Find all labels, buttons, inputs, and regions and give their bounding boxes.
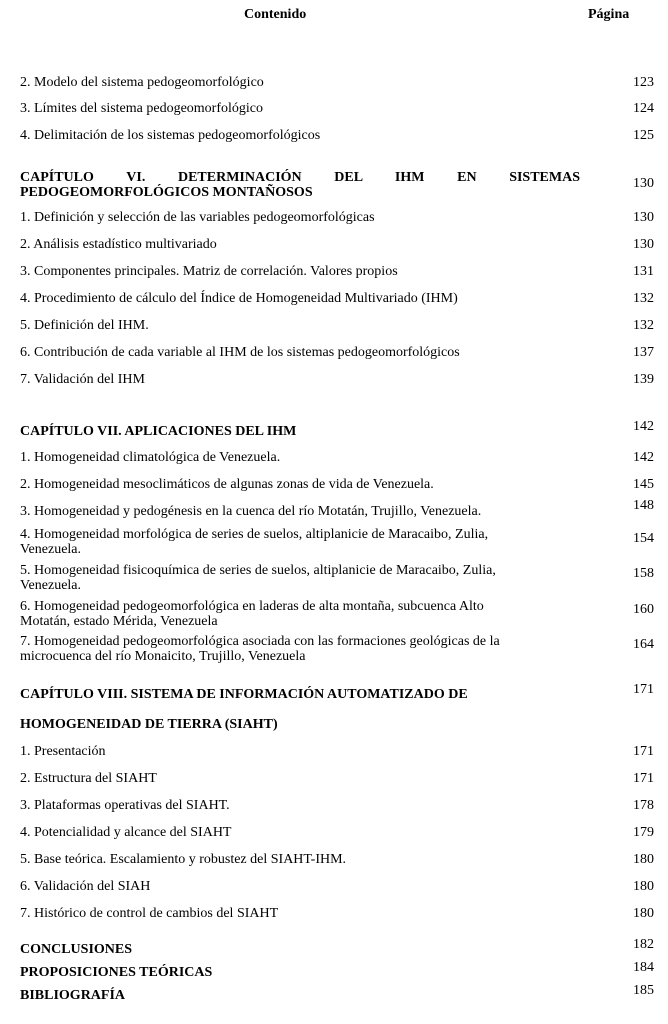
- toc-entry[interactable]: [20, 634, 660, 664]
- toc-entry-title: PROPOSICIONES TEÓRICAS: [20, 965, 213, 980]
- chapter-title: CAPÍTULO VIII. SISTEMA DE INFORMACIÓN AUTOMATIZADO DE: [20, 687, 468, 702]
- toc-entry-title-line1: 5. Homogeneidad fisicoquímica de series de suelos, altiplanicie de Maracaibo, Zulia,: [20, 563, 496, 578]
- toc-entry-page: 145: [633, 477, 654, 492]
- toc-entry-title: 6. Contribución de cada variable al IHM de los sistemas pedogeomorfológicos: [20, 345, 460, 360]
- toc-entry-page: 182: [633, 937, 654, 952]
- toc-entry-page: 137: [633, 345, 654, 360]
- chapter-title: CAPÍTULO VII. APLICACIONES DEL IHM: [20, 424, 297, 439]
- toc-entry-title: 4. Procedimiento de cálculo del Índice de Homogeneidad Multivariado (IHM): [20, 291, 458, 306]
- chapter-title-line1: CAPÍTULO VI. DETERMINACIÓN DEL IHM EN SISTEMAS: [20, 170, 580, 185]
- toc-entry-title: 1. Presentación: [20, 744, 106, 759]
- toc-entry[interactable]: [20, 527, 660, 557]
- toc-entry-page: 171: [633, 744, 654, 759]
- toc-entry-page: 160: [633, 602, 654, 617]
- toc-entry-page: 179: [633, 825, 654, 840]
- toc-entry-page: 130: [633, 176, 654, 191]
- toc-entry-title: 7. Validación del IHM: [20, 372, 145, 387]
- toc-entry-title: CONCLUSIONES: [20, 942, 133, 957]
- toc-entry[interactable]: [20, 563, 660, 593]
- toc-entry-page: 171: [633, 682, 654, 697]
- toc-entry-title: 3. Homogeneidad y pedogénesis en la cuenca del río Motatán, Trujillo, Venezuela.: [20, 504, 482, 519]
- toc-entry-title: 1. Definición y selección de las variables pedogeomorfológicas: [20, 210, 375, 225]
- toc-entry-page: 139: [633, 372, 654, 387]
- contents-heading: Contenido: [244, 7, 307, 22]
- toc-entry-title-line1: 6. Homogeneidad pedogeomorfológica en laderas de alta montaña, subcuenca Alto: [20, 599, 484, 614]
- chapter-title: HOMOGENEIDAD DE TIERRA (SIAHT): [20, 717, 278, 732]
- toc-entry-page: 132: [633, 291, 654, 306]
- toc-entry-title-line1: 4. Homogeneidad morfológica de series de suelos, altiplanicie de Maracaibo, Zulia,: [20, 527, 489, 542]
- toc-entry-title-line1: 7. Homogeneidad pedogeomorfológica asociada con las formaciones geológicas de la: [20, 634, 500, 649]
- toc-entry-page: 158: [633, 566, 654, 581]
- toc-entry-page: 132: [633, 318, 654, 333]
- toc-entry-page: 164: [633, 637, 654, 652]
- toc-entry-page: 130: [633, 210, 654, 225]
- toc-entry-title: 6. Validación del SIAH: [20, 879, 151, 894]
- toc-entry-title: BIBLIOGRAFÍA: [20, 988, 126, 1003]
- toc-entry-title: 4. Potencialidad y alcance del SIAHT: [20, 825, 232, 840]
- toc-entry-title: 3. Componentes principales. Matriz de correlación. Valores propios: [20, 264, 398, 279]
- page-column-heading: Página: [588, 7, 630, 22]
- toc-entry-page: 142: [633, 419, 654, 434]
- toc-entry-page: 125: [633, 128, 654, 143]
- toc-entry-title: 3. Límites del sistema pedogeomorfológico: [20, 101, 264, 116]
- toc-entry-page: 180: [633, 906, 654, 921]
- toc-entry-title-line2: Venezuela.: [20, 542, 82, 557]
- toc-entry-page: 185: [633, 983, 654, 998]
- toc-entry-page: 131: [633, 264, 654, 279]
- toc-entry-page: 171: [633, 771, 654, 786]
- toc-entry-title: 2. Análisis estadístico multivariado: [20, 237, 217, 252]
- chapter-title-line2: PEDOGEOMORFOLÓGICOS MONTAÑOSOS: [20, 185, 313, 200]
- toc-entry-title-line2: Motatán, estado Mérida, Venezuela: [20, 614, 218, 629]
- toc-entry-title: 4. Delimitación de los sistemas pedogeomorfológicos: [20, 128, 321, 143]
- toc-entry-title: 2. Homogeneidad mesoclimáticos de algunas zonas de vida de Venezuela.: [20, 477, 434, 492]
- toc-entry-page: 180: [633, 852, 654, 867]
- chapter-heading[interactable]: [20, 170, 660, 202]
- toc-entry-title: 2. Modelo del sistema pedogeomorfológico: [20, 75, 264, 90]
- toc-entry-page: 142: [633, 450, 654, 465]
- toc-entry-title: 5. Definición del IHM.: [20, 318, 149, 333]
- toc-entry-title: 5. Base teórica. Escalamiento y robustez del SIAHT-IHM.: [20, 852, 347, 867]
- toc-entry-page: 124: [633, 101, 654, 116]
- toc-entry-title: 3. Plataformas operativas del SIAHT.: [20, 798, 230, 813]
- toc-entry-title: 7. Histórico de control de cambios del SIAHT: [20, 906, 279, 921]
- toc-entry[interactable]: [20, 599, 660, 629]
- toc-entry-page: 154: [633, 531, 654, 546]
- toc-entry-title: 1. Homogeneidad climatológica de Venezuela.: [20, 450, 281, 465]
- toc-entry-page: 180: [633, 879, 654, 894]
- toc-entry-page: 184: [633, 960, 654, 975]
- toc-entry-title-line2: Venezuela.: [20, 578, 82, 593]
- toc-entry-page: 130: [633, 237, 654, 252]
- toc-entry-page: 178: [633, 798, 654, 813]
- toc-entry-page: 123: [633, 75, 654, 90]
- toc-entry-title-line2: microcuenca del río Monaicito, Trujillo, Venezuela: [20, 649, 306, 664]
- toc-entry-page: 148: [633, 498, 654, 513]
- toc-entry-title: 2. Estructura del SIAHT: [20, 771, 157, 786]
